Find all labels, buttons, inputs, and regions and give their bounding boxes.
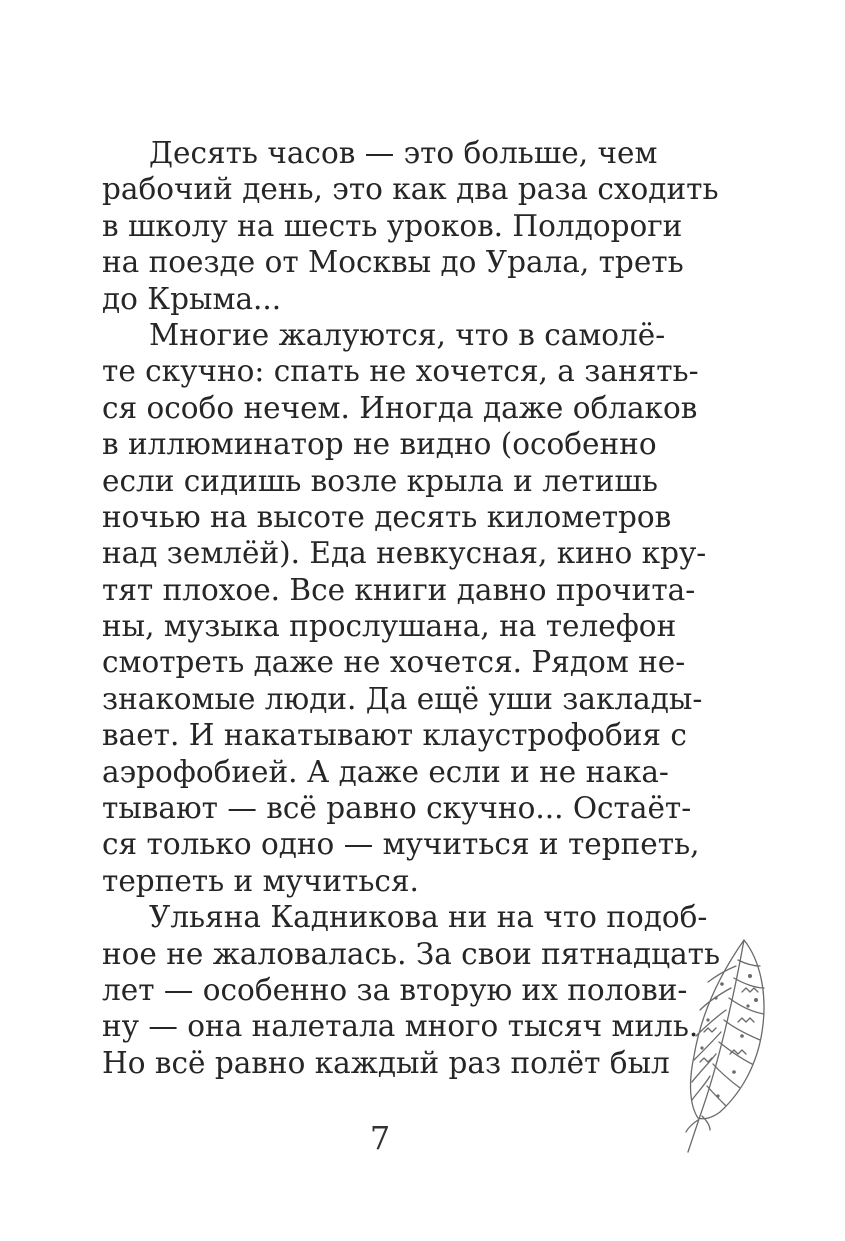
text-line: Но всё равно каждый раз полёт был: [102, 1045, 670, 1080]
text-line: ное не жаловалась. За свои пятнадцать: [102, 936, 721, 971]
text-line: тят плохое. Все книги давно прочита-: [102, 572, 696, 607]
text-line: над землёй). Еда невкусная, кино кру-: [102, 536, 707, 571]
text-line: знакомые люди. Да ещё уши заклады-: [102, 681, 703, 716]
text-line: до Крыма...: [102, 281, 282, 316]
text-line: лет — особенно за вторую их полови-: [102, 972, 688, 1007]
text-line: смотреть даже не хочется. Рядом не-: [102, 645, 686, 680]
text-line: Многие жалуются, что в самолё-: [149, 317, 666, 352]
text-line: ся только одно — мучиться и терпеть,: [102, 827, 700, 862]
text-line: ночью на высоте десять километров: [102, 499, 672, 534]
text-line: ну — она налетала много тысяч миль.: [102, 1009, 699, 1044]
text-line: вает. И накатывают клаустрофобия с: [102, 718, 687, 753]
feather-icon: [682, 936, 772, 1156]
text-line: Десять часов — это больше, чем: [149, 136, 658, 170]
text-line: рабочий день, это как два раза сходить: [102, 172, 719, 207]
text-line: на поезде от Москвы до Урала, треть: [102, 245, 684, 280]
text-line: Ульяна Кадникова ни на что подоб-: [149, 900, 708, 935]
text-line: тывают — всё равно скучно... Остаёт-: [102, 791, 692, 826]
text-line: аэрофобией. А даже если и не нака-: [102, 754, 669, 789]
body-text: [102, 135, 721, 1081]
text-line: ны, музыка прослушана, на телефон: [102, 609, 677, 644]
text-line: в иллюминатор не видно (особенно: [102, 427, 657, 462]
text-line: терпеть и мучиться.: [102, 863, 419, 898]
page-number: 7: [369, 1119, 391, 1157]
text-line: если сидишь возле крыла и летишь: [102, 463, 658, 498]
text-line: ся особо нечем. Иногда даже облаков: [102, 390, 698, 425]
text-line: в школу на шесть уроков. Полдороги: [102, 208, 683, 243]
text-line: те скучно: спать не хочется, а занять-: [102, 354, 699, 389]
